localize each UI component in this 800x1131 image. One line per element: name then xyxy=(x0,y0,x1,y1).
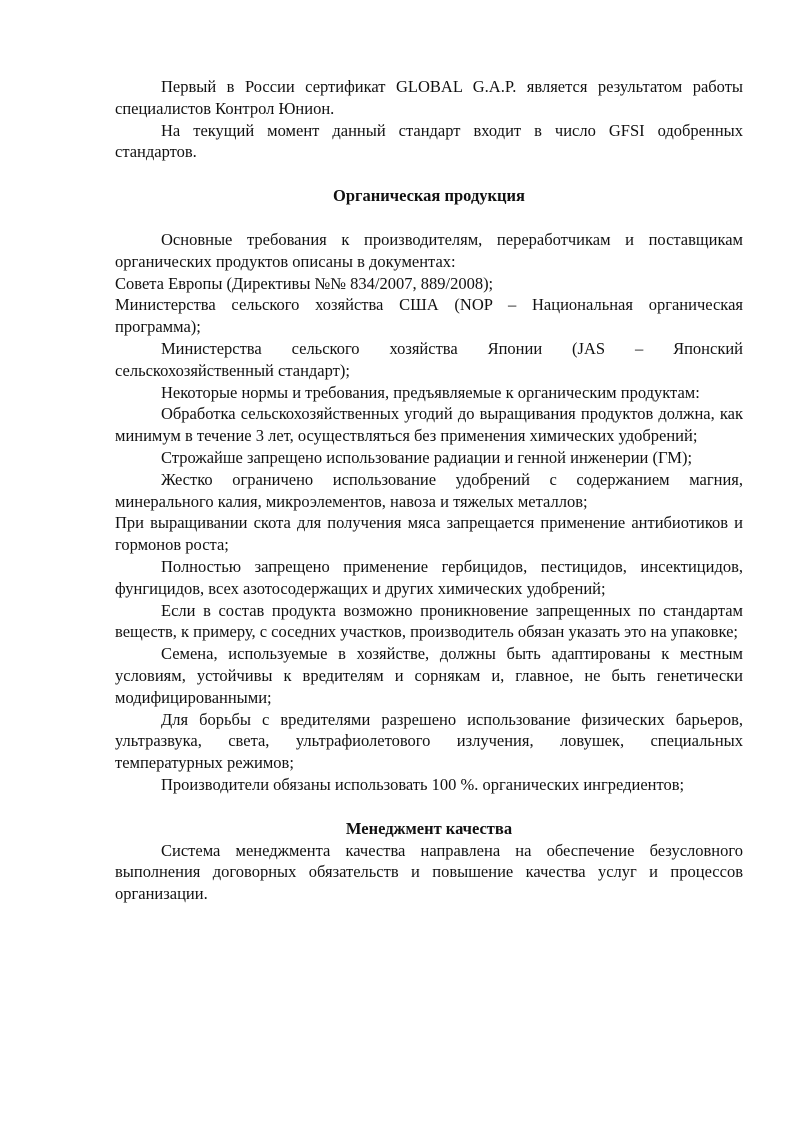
organic-paragraph-13: Для борьбы с вредителями разрешено использование физических барьеров, ультразвука, света, ультрафиолетового излучения, ловушек, специальных температурных режимов; xyxy=(115,709,743,773)
section-heading-quality: Менеджмент качества xyxy=(345,818,513,838)
document-page xyxy=(115,76,743,905)
organic-paragraph-9: При выращивании скота для получения мяса запрещается применение антибиотиков и гормонов роста; xyxy=(115,513,743,555)
organic-paragraph-1: Основные требования к производителям, переработчикам и поставщикам органических продуктов описаны в документах: xyxy=(115,229,743,271)
organic-paragraph-4: Министерства сельского хозяйства Японии (JAS – Японский сельскохозяйственный стандарт); xyxy=(115,338,743,380)
spacer xyxy=(115,163,743,185)
organic-paragraph-12: Семена, используемые в хозяйстве, должны быть адаптированы к местным условиям, устойчивы к вредителям и сорнякам и, главное, не быть генетически модифицированными; xyxy=(115,644,743,707)
spacer xyxy=(115,207,743,229)
quality-paragraph-1: Система менеджмента качества направлена на обеспечение безусловного выполнения договорных обязательств и повышение качества услуг и процессов организации. xyxy=(115,840,743,904)
organic-paragraph-6: Обработка сельскохозяйственных угодий до выращивания продуктов должна, как минимум в течение 3 лет, осуществляться без применения химических удобрений; xyxy=(115,404,743,446)
organic-paragraph-11: Если в состав продукта возможно проникновение запрещенных по стандартам веществ, к примеру, с соседних участков, производитель обязан указать это на упаковке; xyxy=(115,600,743,642)
organic-paragraph-14: Производители обязаны использовать 100 %. органических ингредиентов; xyxy=(161,774,685,794)
spacer xyxy=(115,796,743,818)
organic-paragraph-5: Некоторые нормы и требования, предъявляемые к органическим продуктам: xyxy=(161,382,700,402)
intro-paragraph-1: Первый в России сертификат GLOBAL G.A.P. является результатом работы специалистов Контрол Юнион. xyxy=(115,77,743,118)
organic-paragraph-10: Полностью запрещено применение гербицидов, пестицидов, инсектицидов, фунгицидов, всех азотосодержащих и других химических удобрений; xyxy=(115,556,743,598)
intro-paragraph-2: На текущий момент данный стандарт входит в число GFSI одобренных стандартов. xyxy=(115,120,743,162)
organic-paragraph-7: Строжайше запрещено использование радиации и генной инженерии (ГМ); xyxy=(161,447,693,467)
organic-paragraph-3: Министерства сельского хозяйства США (NOP – Национальная органическая программа); xyxy=(115,295,743,337)
organic-paragraph-2: Совета Европы (Директивы №№ 834/2007, 889/2008); xyxy=(115,273,494,293)
organic-paragraph-8: Жестко ограничено использование удобрений с содержанием магния, минерального калия, микроэлементов, навоза и тяжелых металлов; xyxy=(115,469,743,511)
section-heading-organic: Органическая продукция xyxy=(333,186,525,206)
